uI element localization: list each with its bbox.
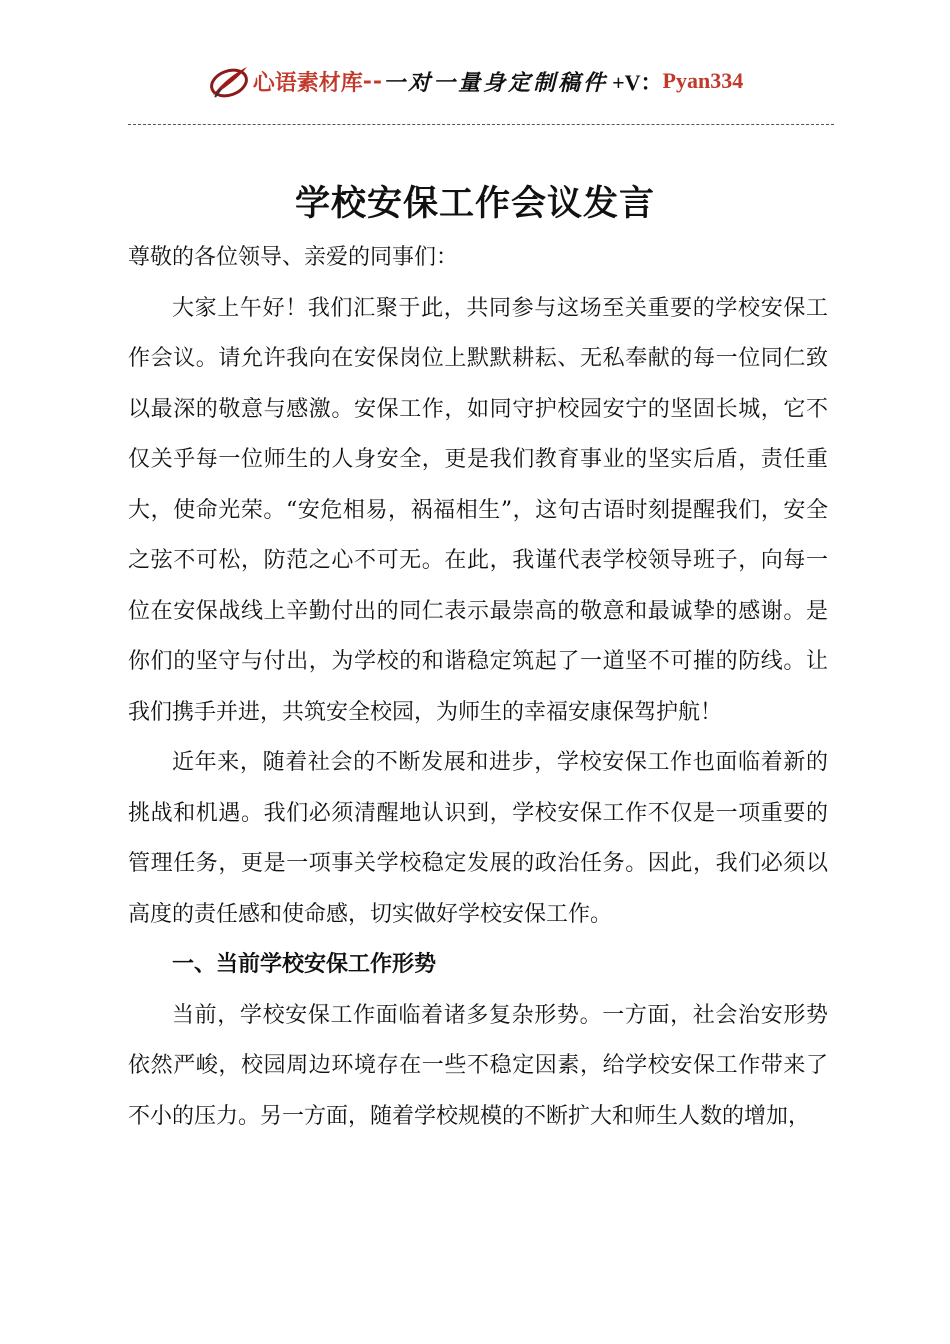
brand-name: 心语素材库 bbox=[252, 70, 363, 96]
quill-pen-icon bbox=[207, 61, 251, 101]
header-separator: -- bbox=[362, 68, 384, 94]
page-header bbox=[0, 56, 950, 106]
salutation: 尊敬的各位领导、亲爱的同事们： bbox=[128, 245, 459, 270]
contact-id: Pyan334 bbox=[662, 68, 744, 93]
paragraph: 近年来，随着社会的不断发展和进步，学校安保工作也面临着新的挑战和机遇。我们必须清醒地认识到，学校安保工作不仅是一项重要的管理任务，更是一项事关学校稳定发展的政治任务。因此，我们必须以高度的责任感和使命感，切实做好学校安保工作。 bbox=[128, 750, 828, 927]
section-heading: 一、当前学校安保工作形势 bbox=[172, 952, 437, 977]
paragraph: 大家上午好！我们汇聚于此，共同参与这场至关重要的学校安保工作会议。请允许我向在安保岗位上默默耕耘、无私奉献的每一位同仁致以最深的敬意与感激。安保工作，如同守护校园安宁的坚固长城，它不仅关乎每一位师生的人身安全，更是我们教育事业的坚实后盾，责任重大，使命光荣。“安危相易，祸福相生”，这句古语时刻提醒我们，安全之弦不可松，防范之心不可无。在此，我谨代表学校领导班子，向每一位在安保战线上辛勤付出的同仁表示最崇高的敬意和最诚挚的感谢。是你们的坚守与付出，为学校的和谐稳定筑起了一道坚不可摧的防线。让我们携手并进，共筑安全校园，为师生的幸福安康保驾护航！ bbox=[128, 295, 828, 725]
document-body bbox=[128, 233, 828, 1142]
paragraph: 当前，学校安保工作面临着诸多复杂形势。一方面，社会治安形势依然严峻，校园周边环境存在一些不稳定因素，给学校安保工作带来了不小的压力。另一方面，随着学校规模的不断扩大和师生人数的增加， bbox=[128, 1002, 828, 1129]
document-title: 学校安保工作会议发言 bbox=[294, 183, 655, 224]
header-divider bbox=[128, 124, 834, 125]
contact-label: +V： bbox=[612, 69, 663, 95]
header-slogan: 一对一量身定制稿件 bbox=[383, 70, 609, 96]
